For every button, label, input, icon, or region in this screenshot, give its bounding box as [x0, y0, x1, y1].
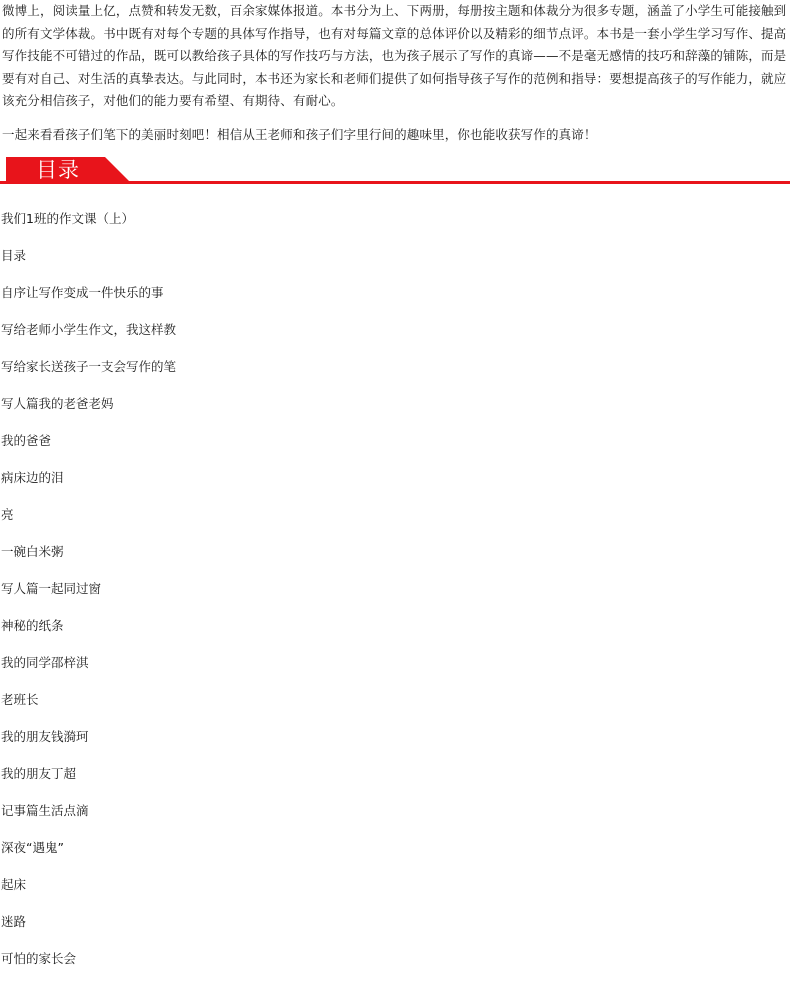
toc-item[interactable]: 记事篇生活点滴 [1, 803, 89, 818]
toc-item[interactable]: 写人篇一起同过窗 [1, 581, 102, 596]
book-introduction [0, 0, 790, 146]
toc-item[interactable]: 亮 [1, 507, 14, 522]
toc-list [0, 206, 790, 983]
toc-item[interactable]: 迷路 [1, 914, 27, 929]
toc-item[interactable]: 神秘的纸条 [1, 618, 64, 633]
toc-item[interactable]: 我的同学邵梓淇 [1, 655, 89, 670]
toc-item[interactable]: 我的朋友钱漪珂 [1, 729, 89, 744]
toc-item[interactable]: 自序让写作变成一件快乐的事 [1, 285, 164, 300]
toc-item[interactable]: 我的爸爸 [1, 433, 52, 448]
toc-header [0, 156, 790, 184]
toc-item[interactable]: 写给老师小学生作文，我这样教 [1, 322, 177, 337]
toc-item[interactable]: 老班长 [1, 692, 39, 707]
toc-item[interactable]: 起床 [1, 877, 27, 892]
toc-item[interactable]: 深夜“遇鬼” [1, 840, 64, 855]
toc-item[interactable]: 写人篇我的老爸老妈 [1, 396, 114, 411]
toc-item[interactable]: 我的朋友丁超 [1, 766, 77, 781]
toc-item[interactable]: 目录 [1, 248, 27, 263]
toc-item[interactable]: 写给家长送孩子一支会写作的笔 [1, 359, 177, 374]
toc-item[interactable]: 可怕的家长会 [1, 951, 77, 966]
toc-item[interactable]: 一碗白米粥 [1, 544, 64, 559]
toc-item[interactable]: 病床边的泪 [1, 470, 64, 485]
toc-title: 目录 [36, 158, 80, 182]
toc-item[interactable]: 我们1班的作文课（上） [1, 211, 134, 226]
intro-paragraph: 微博上，阅读量上亿，点赞和转发无数，百余家媒体报道。本书分为上、下两册，每册按主题和体裁分为很多专题，涵盖了小学生可能接触到的所有文学体裁。书中既有对每个专题的具体写作指导，也有对每篇文章的总体评价以及精彩的细节点评。本书是一套小学生学习写作、提高写作技能不可错过的作品，既可以教给孩子具体的写作技巧与方法，也为孩子展示了写作的真谛——不是毫无感情的技巧和辞藻的铺陈，而是要有对自己、对生活的真挚表达。与此同时，本书还为家长和老师们提供了如何指导孩子写作的范例和指导：要想提高孩子的写作能力，就应该充分相信孩子，对他们的能力要有希望、有期待、有耐心。 [2, 3, 787, 108]
intro-paragraph: 一起来看看孩子们笔下的美丽时刻吧！相信从王老师和孩子们字里行间的趣味里，你也能收获写作的真谛！ [2, 126, 597, 142]
